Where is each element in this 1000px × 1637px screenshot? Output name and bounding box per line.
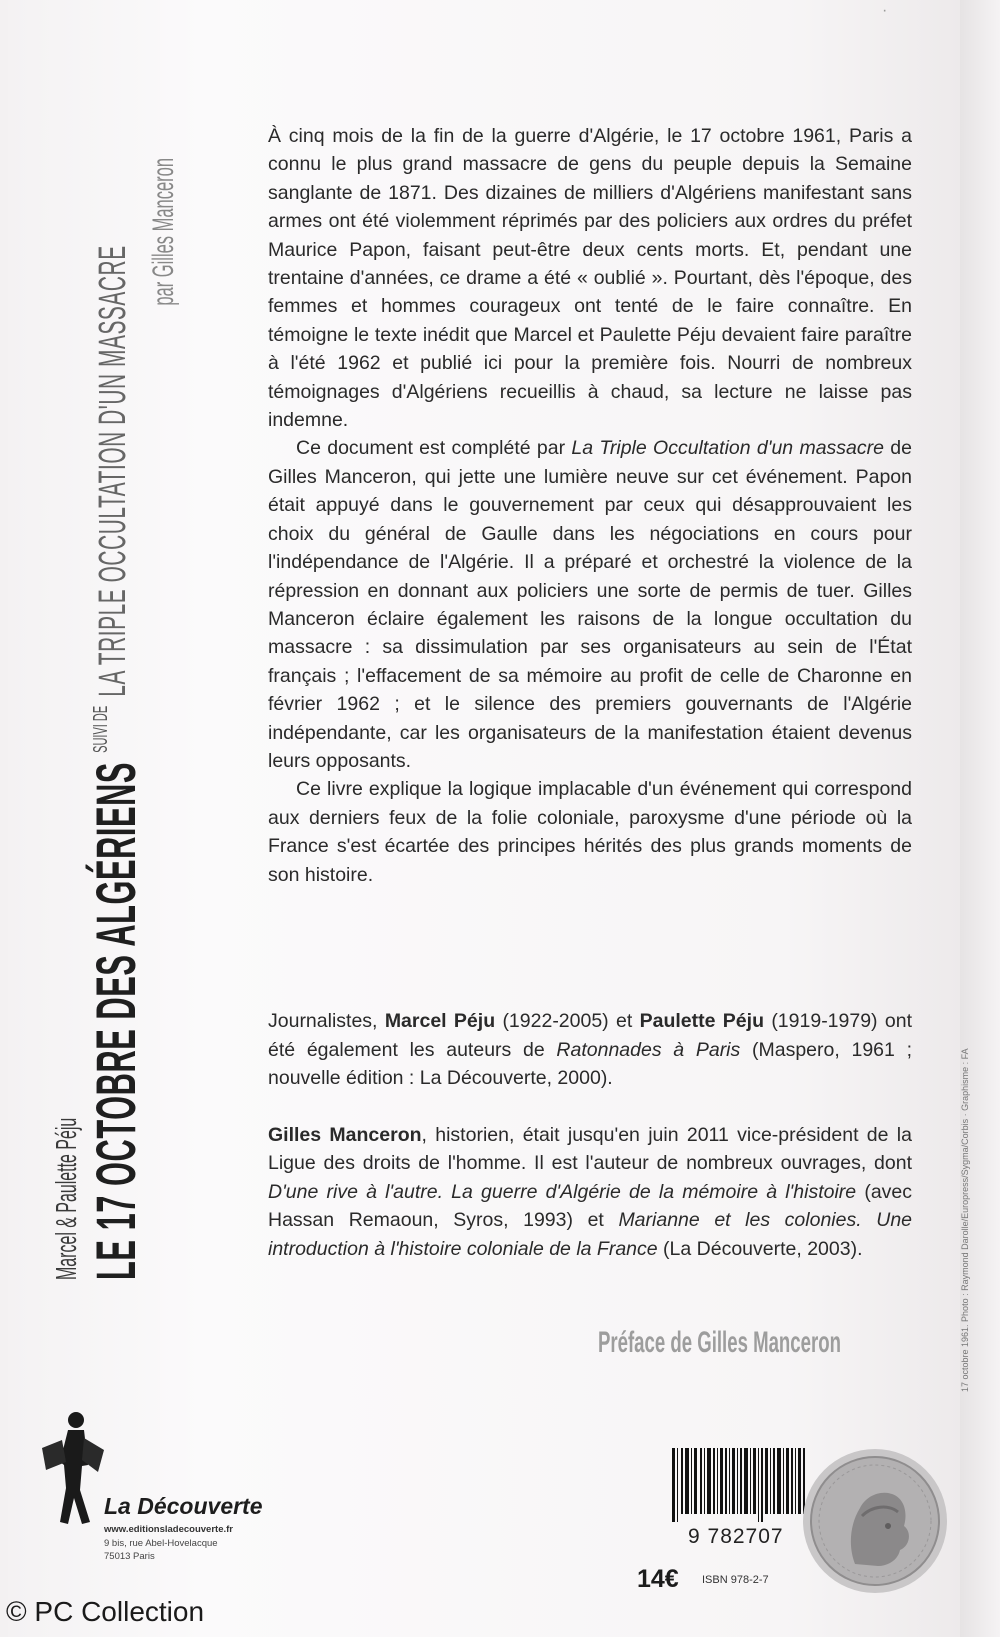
preface-line: Préface de Gilles Manceron <box>598 1326 841 1359</box>
publisher-url: www.editionsladecouverte.fr <box>104 1524 233 1535</box>
blurb-text <box>268 122 912 889</box>
coin-icon <box>800 1446 950 1596</box>
blurb-paragraph-3: Ce livre explique la logique implacable d'un événement qui correspond aux derniers feux de la folie coloniale, paroxysme d'une période où la France s'est écartée des principes hérités des plus grands moments de son histoire. <box>268 778 912 886</box>
authors-vertical: Marcel & Paulette Péju <box>51 1117 83 1280</box>
watermark: © PC Collection <box>6 1596 205 1627</box>
bio-pejus <box>268 1007 912 1093</box>
author-bios <box>268 1007 912 1291</box>
photo-credits: 17 octobre 1961. Photo : Raymond Darolle/Europress/Sygma/Corbis · Graphisme : FA <box>960 1048 970 1392</box>
italic-title: La Triple Occultation d'un massacre <box>571 437 884 460</box>
italic-title: Ratonnades à Paris <box>556 1038 741 1061</box>
author-name: Paulette Péju <box>639 1010 764 1032</box>
text-span: Journalistes, <box>268 1010 385 1032</box>
text-span: (La Découverte, 2003). <box>657 1237 863 1260</box>
text-span: , historien, était jusqu'en juin 2011 vice-président de la Ligue des droits de l'homme. Il est l'auteur de nombreux ouvrages, dont <box>268 1123 912 1174</box>
publisher-address: 9 bis, rue Abel-Hovelacque 75013 Paris <box>104 1538 218 1562</box>
publisher-figure-icon <box>38 1410 108 1530</box>
isbn-label: ISBN 978-2-7 <box>702 1574 769 1586</box>
publisher-name: La Découverte <box>104 1493 263 1519</box>
text-span: (1922-2005) et <box>495 1010 640 1032</box>
blurb-paragraph-2 <box>268 434 912 775</box>
text-span: (Maspero, 1961 ; nouvelle édition : La Découverte, 2000). <box>268 1038 912 1089</box>
text-span: (1919-1979) ont été également les auteurs de <box>268 1010 912 1061</box>
bio-manceron <box>268 1121 912 1264</box>
corner-mark: · <box>882 2 888 19</box>
italic-title: D'une rive à l'autre. La guerre d'Algérie de la mémoire à l'histoire <box>268 1180 857 1203</box>
author-name: Marcel Péju <box>384 1010 496 1032</box>
blurb-paragraph-1: À cinq mois de la fin de la guerre d'Algérie, le 17 octobre 1961, Paris a connu le plus grand massacre de gens du peuple depuis la Semaine sanglante de 1871. Des dizaines de milliers d'Algériens manifestant sans armes ont été violemment réprimés par des policiers aux ordres du préfet Maurice Papon, faisant peut-être deux cents morts. Et, pendant une trentaine d'années, ce drame a été « oublié ». Pourtant, dès l'époque, des femmes et hommes courageux ont tenté de le faire connaître. En témoigne le texte inédit que Marcel et Paulette Péju devaient faire paraître à l'été 1962 et publié ici pour la première fois. Nourri de nombreux témoignages d'Algériens recueillis à chaud, sa lecture ne laisse pas indemne. <box>268 125 912 432</box>
vertical-title-block <box>45 120 205 1280</box>
par-author-vertical: par Gilles Manceron <box>147 158 180 306</box>
text-span: Ce document est complété par <box>296 437 572 460</box>
author-name: Gilles Manceron <box>268 1123 422 1146</box>
suivi-de-label: SUIVI DE <box>90 705 112 753</box>
price: 14€ <box>637 1565 679 1593</box>
text-span: de Gilles Manceron, qui jette une lumière neuve sur cet événement. Papon était appuyé dans le gouvernement par ceux qui désapprouvaient les choix du général de Gaulle dans les négociations en cours pour l'indépendance de l'Algérie. Il a préparé et orchestré la violence de la répression en donnant aux policiers une sorte de permis de tuer. Gilles Manceron éclaire également les raisons de la longue occultation du massacre : sa dissimulation par ses organisateurs au sein de l'État français ; l'effacement de sa mémoire au profit de celle de Charonne en février 1962 ; et le silence des premiers gouvernants de l'Algérie indépendante, car les organisateurs de la manifestation étaient devenus leurs opposants. <box>268 437 912 772</box>
book-subtitle: LA TRIPLE OCCULTATION D'UN MASSACRE <box>92 245 134 697</box>
barcode-digits: 9 782707 <box>688 1525 784 1548</box>
italic-title: Marianne et les colonies. Une introduction à l'histoire coloniale de la France <box>268 1209 913 1260</box>
text-span: (avec Hassan Remaoun, Syros, 1993) et <box>268 1180 913 1231</box>
book-title-vertical <box>83 245 148 1280</box>
book-title: LE 17 OCTOBRE DES ALGÉRIENS <box>84 761 147 1280</box>
